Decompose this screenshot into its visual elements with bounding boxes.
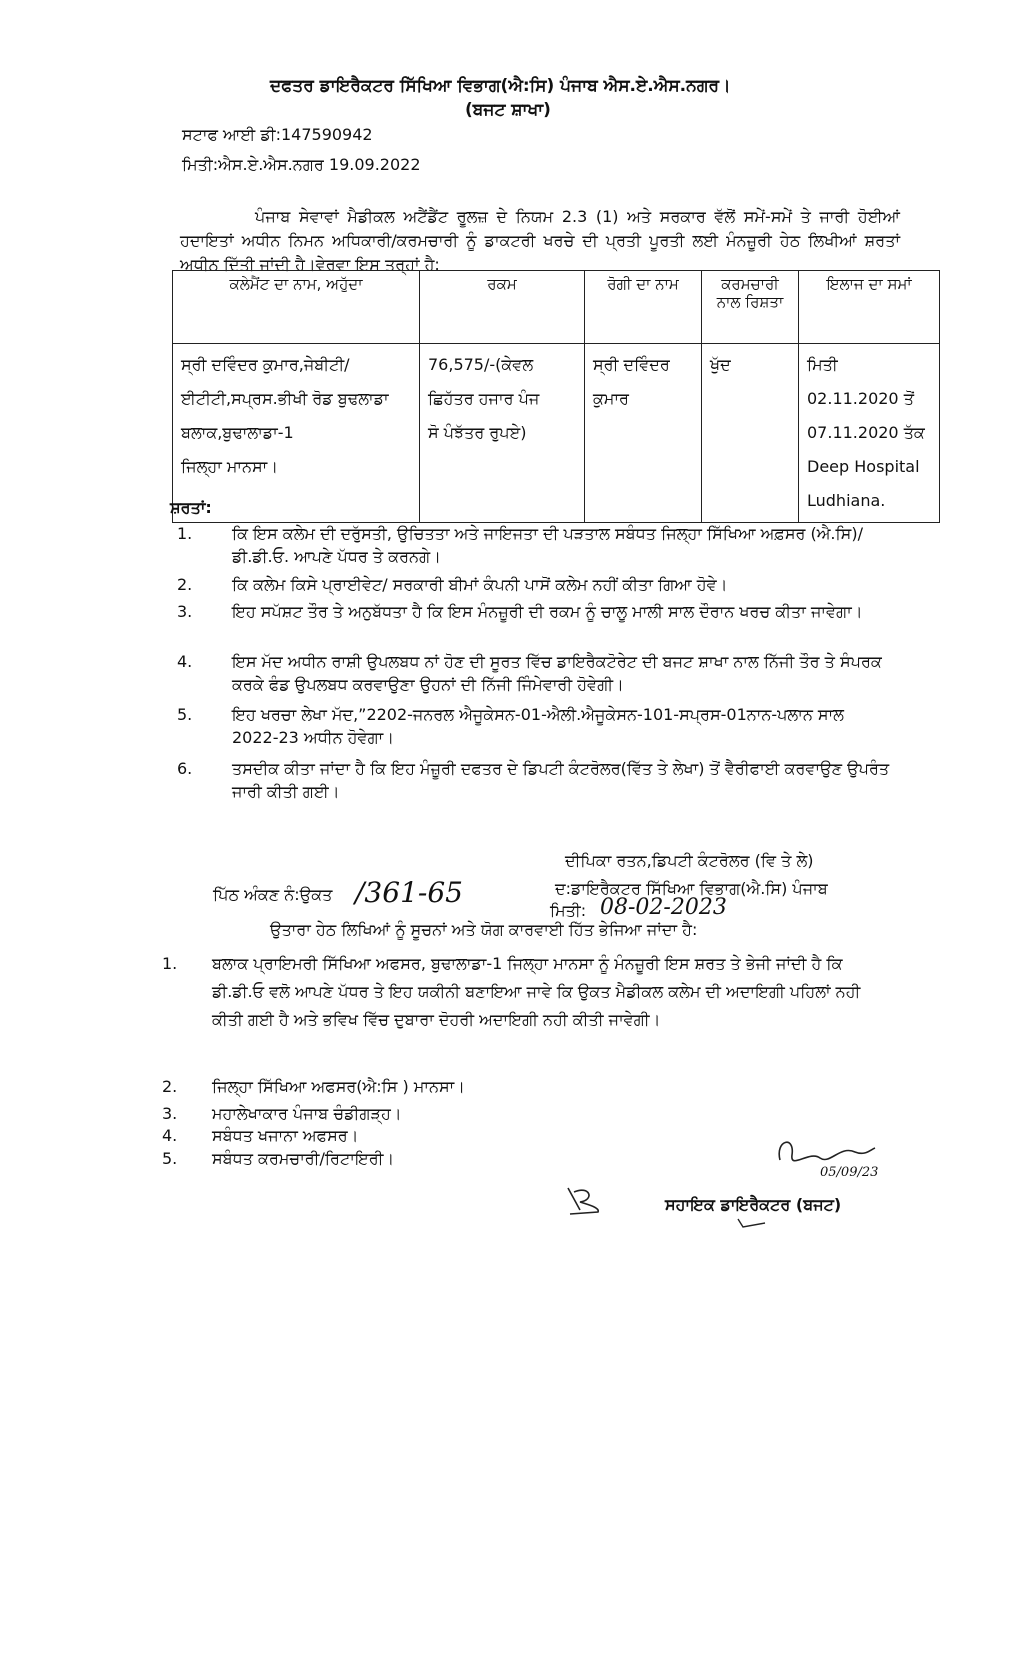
cell-claimant: [173, 344, 420, 523]
copy-line: ਉਤਾਰਾ ਹੇਠ ਲਿਖਿਆਂ ਨੂੰ ਸੂਚਨਾਂ ਅਤੇ ਯੋਗ ਕਾਰਵਾਈ ਹਿੱਤ ਭੇਜਿਆ ਜਾਂਦਾ ਹੈ:: [270, 920, 698, 939]
condition-number: 1.: [177, 524, 193, 543]
claim-table: [172, 270, 940, 523]
claimant-line: ਸ੍ਰੀ ਦਵਿੰਦਰ ਕੁਮਾਰ,ਜੇਬੀਟੀ/: [181, 355, 350, 374]
recipient-text: ਮਹਾਲੇਖਾਕਾਰ ਪੰਜਾਬ ਚੰਡੀਗੜ੍ਹ।: [212, 1104, 402, 1123]
amount-line: ਛਿਹੱਤਰ ਹਜਾਰ ਪੰਜ: [428, 389, 540, 408]
office-title: ਦਫਤਰ ਡਾਇਰੈਕਟਰ ਸਿੱਖਿਆ ਵਿਭਾਗ(ਐ:ਸਿ) ਪੰਜਾਬ ਐਸ.ਏ.ਐਸ.ਨਗਰ।: [270, 76, 731, 96]
amount-line: ਸੋ ਪੰਝੱਤਰ ਰੁਪਏ): [428, 423, 527, 442]
signatory-date-label: ਮਿਤੀ:: [550, 901, 587, 920]
signatory-name: ਦੀਪਿਕਾ ਰਤਨ,ਡਿਪਟੀ ਕੰਟਰੋਲਰ (ਵਿ ਤੇ ਲੇ): [565, 851, 814, 870]
handwritten-date: 08-02-2023: [600, 895, 727, 920]
recipient-text: ਜਿਲ੍ਹਾ ਸਿੱਖਿਆ ਅਫਸਰ(ਐ:ਸਿ ) ਮਾਨਸਾ।: [212, 1077, 465, 1096]
col-amount: ਰਕਮ: [420, 271, 585, 344]
cell-relation: ਖੁੱਦ: [702, 344, 799, 523]
recipient-text: ਬਲਾਕ ਪ੍ਰਾਇਮਰੀ ਸਿੱਖਿਆ ਅਫਸਰ, ਬੁਢਾਲਾਡਾ-1 ਜਿਲ੍ਹਾ ਮਾਨਸਾ ਨੂੰ ਮੰਨਜ਼ੂਰੀ ਇਸ ਸ਼ਰਤ ਤੇ ਭੇਜੀ ਜਾਂਦੀ ਹੈ ਕਿ ਡੀ.ਡੀ.ਓ ਵਲੋ ਆਪਣੇ ਪੱਧਰ ਤੇ ਇਹ ਯਕੀਨੀ ਬਣਾਇਆ ਜਾਵੇ ਕਿ ਉਕਤ ਮੈਡੀਕਲ ਕਲੇਮ ਦੀ ਅਦਾਇਗੀ ਪਹਿਲਾਂ ਨਹੀ ਕੀਤੀ ਗਈ ਹੈ ਅਤੇ ਭਵਿਖ ਵਿੱਚ ਦੁਬਾਰਾ ਦੋਹਰੀ ਅਦਾਇਗੀ ਨਹੀ ਕੀਤੀ ਜਾਵੇਗੀ।: [212, 954, 861, 1029]
claimant-line: ਈਟੀਟੀ,ਸਪ੍ਰਸ.ਭੀਖੀ ਰੋਡ ਬੁਢਲਾਡਾ: [181, 389, 389, 408]
condition-item: [177, 650, 892, 696]
cell-treatment: [799, 344, 940, 523]
condition-number: 3.: [177, 602, 193, 621]
recipient-number: 5.: [162, 1149, 178, 1168]
condition-item: [177, 703, 892, 749]
recipient-number: 4.: [162, 1126, 178, 1145]
recipient-item: [162, 1075, 465, 1098]
table-row: [173, 344, 940, 523]
recipient-text: ਸਬੰਧਤ ਖਜਾਨਾ ਅਫਸਰ।: [212, 1126, 359, 1145]
signatory-block: [565, 850, 905, 872]
recipient-number: 2.: [162, 1077, 178, 1096]
cell-amount: [420, 344, 585, 523]
condition-text: ਕਿ ਕਲੇਮ ਕਿਸੇ ਪ੍ਰਾਈਵੇਟ/ ਸਰਕਾਰੀ ਬੀਮਾਂ ਕੰਪਨੀ ਪਾਸੋਂ ਕਲੇਮ ਨਹੀਂ ਕੀਤਾ ਗਿਆ ਹੋਵੇ।: [232, 575, 728, 594]
claimant-line: ਬਲਾਕ,ਬੁਢਾਲਾਡਾ-1: [181, 423, 294, 442]
condition-item: [177, 522, 892, 568]
table-header-row: [173, 271, 940, 344]
condition-number: 4.: [177, 652, 193, 671]
date-line: ਮਿਤੀ:ਐਸ.ਏ.ਐਸ.ਨਗਰ 19.09.2022: [182, 155, 421, 174]
signatory-office: ਦ:ਡਾਇਰੈਕਟਰ ਸਿੱਖਿਆ ਵਿਭਾਗ(ਐ.ਸਿ) ਪੰਜਾਬ: [555, 879, 828, 898]
intro-paragraph: ਪੰਜਾਬ ਸੇਵਾਵਾਂ ਮੈਡੀਕਲ ਅਟੈਂਡੈਂਟ ਰੂਲਜ਼ ਦੇ ਨਿਯਮ 2.3 (1) ਅਤੇ ਸਰਕਾਰ ਵੱਲੋਂ ਸਮੇਂ-ਸਮੇਂ ਤੇ ਜਾਰੀ ਹੋਈਆਂ ਹਦਾਇਤਾਂ ਅਧੀਨ ਨਿਮਨ ਅਧਿਕਾਰੀ/ਕਰਮਚਾਰੀ ਨੂੰ ਡਾਕਟਰੀ ਖਰਚੇ ਦੀ ਪ੍ਰਤੀ ਪੂਰਤੀ ਲਈ ਮੰਨਜ਼ੂਰੀ ਹੇਠ ਲਿਖੀਆਂ ਸ਼ਰਤਾਂ ਅਧੀਨ ਦਿੱਤੀ ਜਾਂਦੀ ਹੈ।ਵੇਰਵਾ ਇਸ ਤਰ੍ਹਾਂ ਹੈ:: [180, 207, 900, 274]
condition-number: 6.: [177, 759, 193, 778]
recipient-item: [162, 950, 892, 1034]
recipient-item: [162, 1147, 395, 1170]
handwritten-number: /361-65: [355, 876, 463, 909]
conditions-heading: ਸ਼ਰਤਾਂ:: [170, 498, 212, 517]
office-subtitle: (ਬਜਟ ਸ਼ਾਖਾ): [465, 100, 551, 120]
claimant-line: ਜਿਲ੍ਹਾ ਮਾਨਸਾ।: [181, 457, 279, 476]
treatment-line: Deep Hospital: [807, 457, 920, 476]
condition-text: ਤਸਦੀਕ ਕੀਤਾ ਜਾਂਦਾ ਹੈ ਕਿ ਇਹ ਮੰਜ਼ੂਰੀ ਦਫਤਰ ਦੇ ਡਿਪਟੀ ਕੰਟਰੋਲਰ(ਵਿੱਤ ਤੇ ਲੇਖਾ) ਤੋਂ ਵੈਰੀਫਾਈ ਕਰਵਾਉਣ ਉਪਰੰਤ ਜਾਰੀ ਕੀਤੀ ਗਈ।: [232, 759, 890, 801]
treatment-line: ਮਿਤੀ 02.11.2020 ਤੋਂ: [807, 355, 914, 408]
recipient-text: ਸਬੰਧਤ ਕਰਮਚਾਰੀ/ਰਿਟਾਇਰੀ।: [212, 1149, 395, 1168]
col-treatment: ਇਲਾਜ ਦਾ ਸਮਾਂ: [799, 271, 940, 344]
col-claimant: ਕਲੇਮੈਂਟ ਦਾ ਨਾਮ, ਅਹੁੱਦਾ: [173, 271, 420, 344]
initials-date: 05/09/23: [820, 1165, 879, 1180]
recipient-number: 1.: [162, 954, 178, 973]
endorsement-label: ਪਿੱਠ ਅੰਕਣ ਨੰ:ਉਕਤ: [213, 885, 333, 904]
treatment-line: 07.11.2020 ਤੱਕ: [807, 423, 925, 442]
condition-number: 5.: [177, 705, 193, 724]
patient-line: ਸ੍ਰੀ ਦਵਿੰਦਰ: [593, 355, 670, 374]
treatment-line: Ludhiana.: [807, 491, 886, 510]
condition-text: ਇਹ ਸਪੱਸ਼ਟ ਤੌਰ ਤੇ ਅਨੁਬੱਧਤਾ ਹੈ ਕਿ ਇਸ ਮੰਨਜ਼ੂਰੀ ਦੀ ਰਕਮ ਨੂੰ ਚਾਲੂ ਮਾਲੀ ਸਾਲ ਦੌਰਾਨ ਖਰਚ ਕੀਤਾ ਜਾਵੇਗਾ।: [232, 602, 863, 621]
condition-item: [177, 600, 892, 623]
staff-id: ਸਟਾਫ ਆਈ ਡੀ:147590942: [182, 125, 373, 144]
recipient-item: [162, 1124, 359, 1147]
condition-text: ਇਹ ਖਰਚਾ ਲੇਖਾ ਮੱਦ,”2202-ਜਨਰਲ ਐਜੂਕੇਸਨ-01-ਐਲੀ.ਐਜੂਕੇਸਨ-101-ਸਪ੍ਰਸ-01ਨਾਨ-ਪਲਾਨ ਸਾਲ 2022-23 ਅਧੀਨ ਹੋਵੇਗਾ।: [232, 705, 844, 747]
patient-line: ਕੁਮਾਰ: [593, 389, 629, 408]
col-relation: ਕਰਮਚਾਰੀ ਨਾਲ ਰਿਸ਼ਤਾ: [702, 271, 799, 344]
condition-text: ਇਸ ਮੱਦ ਅਧੀਨ ਰਾਸ਼ੀ ਉਪਲਬਧ ਨਾਂ ਹੋਣ ਦੀ ਸੂਰਤ ਵਿੱਚ ਡਾਇਰੈਕਟੋਰੇਟ ਦੀ ਬਜਟ ਸ਼ਾਖਾ ਨਾਲ ਨਿੱਜੀ ਤੌਰ ਤੇ ਸੰਪਰਕ ਕਰਕੇ ਫੰਡ ਉਪਲਬਧ ਕਰਵਾਉਣਾ ਉਹਨਾਂ ਦੀ ਨਿੱਜੀ ਜਿੰਮੇਵਾਰੀ ਹੋਵੇਗੀ।: [232, 652, 882, 694]
condition-number: 2.: [177, 575, 193, 594]
amount-line: 76,575/-(ਕੇਵਲ: [428, 355, 534, 374]
initials-scribble: [560, 1180, 605, 1220]
recipient-number: 3.: [162, 1104, 178, 1123]
footer-designation: ਸਹਾਇਕ ਡਾਇਰੈਕਟਰ (ਬਜਟ): [665, 1195, 842, 1214]
cell-patient: [585, 344, 702, 523]
recipient-item: [162, 1102, 402, 1125]
col-patient: ਰੋਗੀ ਦਾ ਨਾਮ: [585, 271, 702, 344]
condition-item: [177, 757, 892, 803]
condition-text: ਕਿ ਇਸ ਕਲੇਮ ਦੀ ਦਰੁੱਸਤੀ, ਉਚਿਤਤਾ ਅਤੇ ਜਾਇਜਤਾ ਦੀ ਪੜਤਾਲ ਸਬੰਧਤ ਜਿਲ੍ਹਾ ਸਿੱਖਿਆ ਅਫ਼ਸਰ (ਐ.ਸਿ)/ਡੀ.ਡੀ.ਓ. ਆਪਣੇ ਪੱਧਰ ਤੇ ਕਰਨਗੇ।: [232, 524, 863, 566]
condition-item: [177, 573, 892, 596]
designation-tick: [735, 1215, 775, 1231]
